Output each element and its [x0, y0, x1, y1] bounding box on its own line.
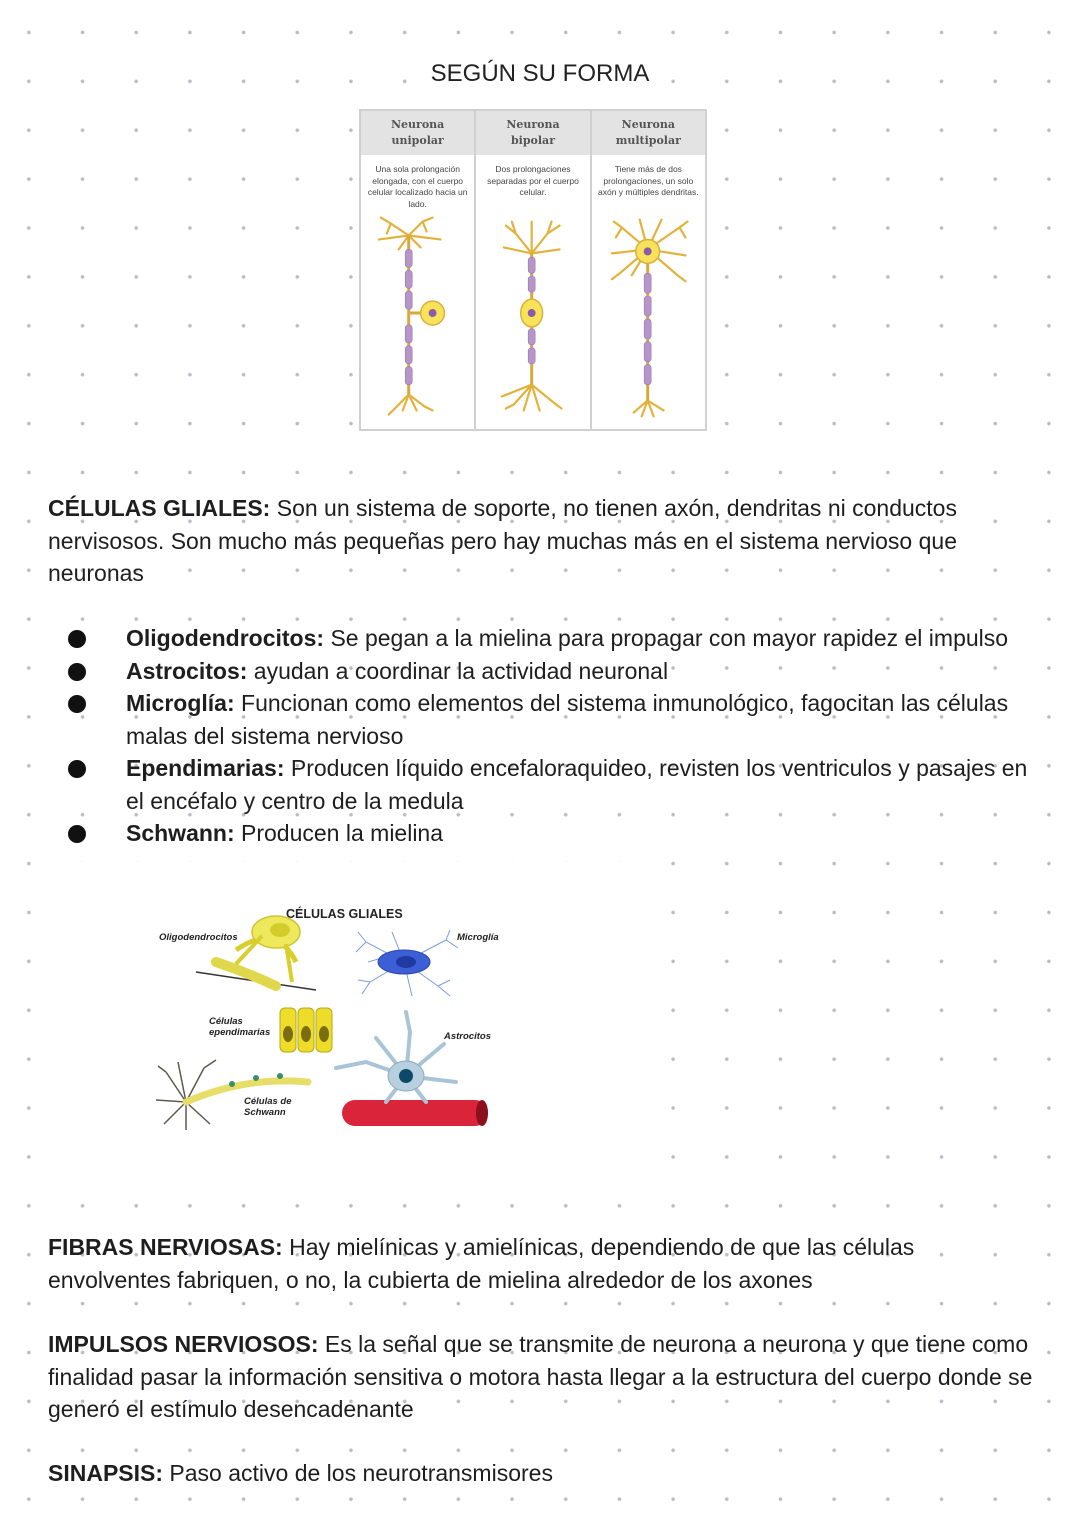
term: IMPULSOS NERVIOSOS: [48, 1331, 319, 1357]
definition: Hay mielínicas y amielínicas, dependiendo de que las células envolventes fabriquen, o no, la cubierta de mielina alrededor de los axones [48, 1234, 915, 1293]
column-description: Una sola prolongación elongada, con el cuerpo celular localizado hacia un lado. [367, 164, 468, 209]
definition: Son un sistema de soporte, no tienen axón, dendritas ni conductos nervisosos. Son mucho más pequeñas pero hay muchas más en el sistema nervioso que neuronas [48, 495, 957, 586]
neuron-column-multipolar [592, 111, 705, 429]
microglia-illustration [356, 930, 458, 996]
glial-types-list [48, 622, 1048, 850]
list-item: Schwann: Producen la mielina [48, 817, 1048, 850]
glial-cells-figure [46, 862, 660, 1197]
neuron-column-unipolar [361, 111, 476, 429]
column-header: Neurona bipolar [476, 111, 589, 155]
glial-cells-paragraph [48, 492, 1038, 590]
label-ependimarias: Células ependimarias [209, 1016, 271, 1038]
multipolar-neuron-illustration [592, 213, 705, 423]
label-oligodendrocitos: Oligodendrocitos [159, 932, 238, 943]
column-header: Neurona multipolar [592, 111, 705, 155]
neuron-column-bipolar [476, 111, 591, 429]
column-description: Tiene más de dos prolongaciones, un solo axón y múltiples dendritas. [598, 164, 699, 197]
neuron-types-table [359, 109, 707, 431]
term: FIBRAS NERVIOSAS: [48, 1234, 283, 1260]
term: CÉLULAS GLIALES: [48, 495, 271, 521]
label-microglia: Microglía [457, 932, 499, 943]
figure-title: CÉLULAS GLIALES [286, 907, 403, 921]
schwann-cells-illustration [156, 1060, 308, 1130]
sinapsis-paragraph [48, 1457, 1038, 1490]
oligodendrocyte-illustration [196, 916, 316, 990]
list-item: Ependimarias: Producen líquido encefaloraquideo, revisten los ventriculos y pasajes en el encéfalo y centro de la medula [48, 752, 1048, 817]
unipolar-neuron-illustration [361, 213, 474, 423]
fibras-paragraph [48, 1231, 1038, 1296]
definition: Paso activo de los neurotransmisores [163, 1460, 553, 1486]
astrocyte-illustration [336, 1012, 488, 1126]
section-title: SEGÚN SU FORMA [0, 60, 1080, 88]
definition: Es la señal que se transmite de neurona a neurona y que tiene como finalidad pasar la información sensitiva o motora hasta llegar a la estructura del cuerpo donde se generó el estímulo desencadenante [48, 1331, 1033, 1422]
ependymal-cells-illustration [280, 1008, 332, 1052]
bipolar-neuron-illustration [476, 213, 589, 423]
label-schwann: Células de Schwann [244, 1096, 292, 1118]
list-item: Microglía: Funcionan como elementos del sistema inmunológico, fagocitan las células malas del sistema nervioso [48, 687, 1048, 752]
impulsos-paragraph [48, 1328, 1038, 1426]
column-description: Dos prolongaciones separadas por el cuerpo celular. [487, 164, 579, 197]
column-header: Neurona unipolar [361, 111, 474, 155]
list-item: Astrocitos: ayudan a coordinar la actividad neuronal [48, 655, 1048, 688]
label-astrocitos: Astrocitos [444, 1031, 491, 1042]
term: SINAPSIS: [48, 1460, 164, 1486]
list-item: Oligodendrocitos: Se pegan a la mielina para propagar con mayor rapidez el impulso [48, 622, 1048, 655]
